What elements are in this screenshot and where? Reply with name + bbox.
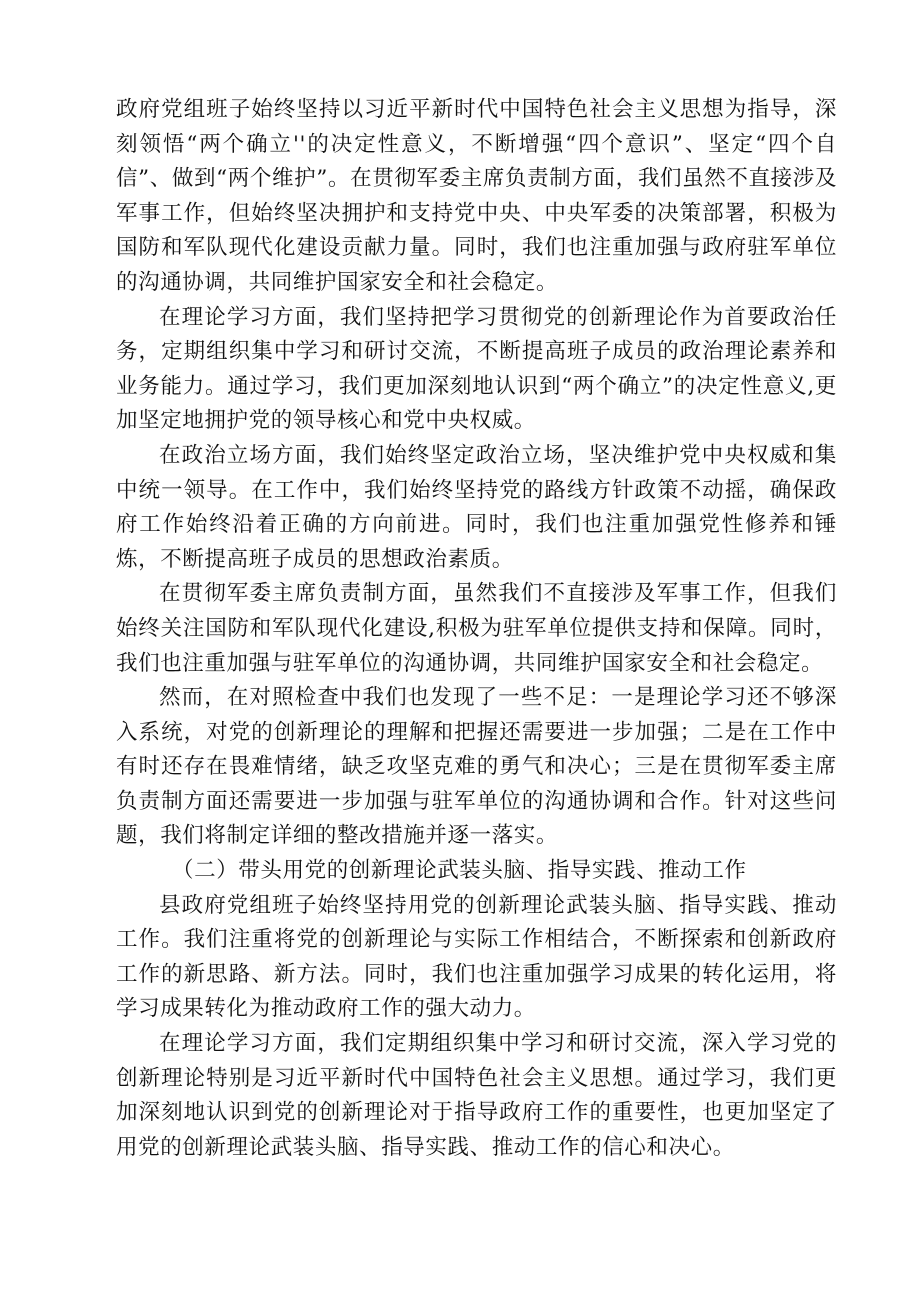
paragraph-4: 在贯彻军委主席负责制方面，虽然我们不直接涉及军事工作，但我们始终关注国防和军队现代化建设,积极为驻军单位提供支持和保障。同时，我们也注重加强与驻军单位的沟通协调，共同维护国家安全和社会稳定。 bbox=[116, 581, 837, 676]
document-body bbox=[116, 93, 837, 1165]
paragraph-7: 在理论学习方面，我们定期组织集中学习和研讨交流，深入学习党的创新理论特别是习近平新时代中国特色社会主义思想。通过学习，我们更加深刻地认识到党的创新理论对于指导政府工作的重要性，也更加坚定了用党的创新理论武装头脑、指导实践、推动工作的信心和决心。 bbox=[116, 1031, 837, 1160]
paragraph-6: 县政府党组班子始终坚持用党的创新理论武装头脑、指导实践、推动工作。我们注重将党的创新理论与实际工作相结合，不断探索和创新政府工作的新思路、新方法。同时，我们也注重加强学习成果的转化运用，将学习成果转化为推动政府工作的强大动力。 bbox=[116, 892, 837, 1022]
section-heading: （二）带头用党的创新理论武装头脑、指导实践、推动工作 bbox=[172, 858, 747, 884]
paragraph-5: 然而，在对照检查中我们也发现了一些不足：一是理论学习还不够深入系统，对党的创新理论的理解和把握还需要进一步加强；二是在工作中有时还存在畏难情绪，缺乏攻坚克难的勇气和决心；三是在贯彻军委主席负责制方面还需要进一步加强与驻军单位的沟通协调和合作。针对这些问题，我们将制定详细的整改措施并逐一落实。 bbox=[116, 685, 837, 849]
paragraph-1: 政府党组班子始终坚持以习近平新时代中国特色社会主义思想为指导，深刻领悟“两个确立''的决定性意义，不断增强“四个意识”、坚定“四个自信”、做到“两个维护”。在贯彻军委主席负责制方面，我们虽然不直接涉及军事工作，但始终坚决拥护和支持党中央、中央军委的决策部署，积极为国防和军队现代化建设贡献力量。同时，我们也注重加强与政府驻军单位的沟通协调，共同维护国家安全和社会稳定。 bbox=[116, 97, 837, 295]
paragraph-3: 在政治立场方面，我们始终坚定政治立场，坚决维护党中央权威和集中统一领导。在工作中，我们始终坚持党的路线方针政策不动摇，确保政府工作始终沿着正确的方向前进。同时，我们也注重加强党性修养和锤炼，不断提高班子成员的思想政治素质。 bbox=[116, 442, 837, 572]
paragraph-2: 在理论学习方面，我们坚持把学习贯彻党的创新理论作为首要政治任务，定期组织集中学习和研讨交流，不断提高班子成员的政治理论素养和业务能力。通过学习，我们更加深刻地认识到“两个确立”的决定性意义,更加坚定地拥护党的领导核心和党中央权威。 bbox=[116, 304, 837, 434]
